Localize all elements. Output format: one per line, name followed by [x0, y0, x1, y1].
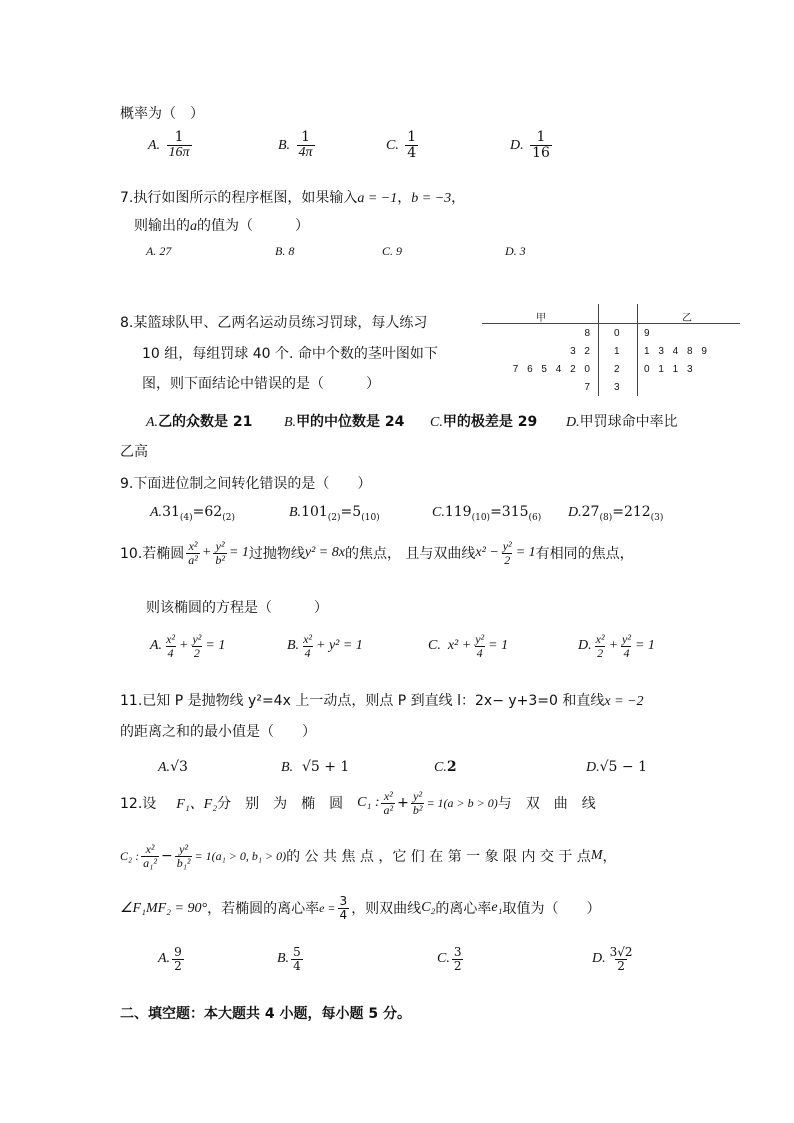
q7-option-a: A. 27 — [146, 244, 172, 258]
q10-option-c: C. x² + $\frac{\text{y²}}{4}$ = 1 — [428, 632, 509, 660]
q10-stem-line2: 则该椭圆的方程是（ ） — [146, 600, 328, 616]
q12-stem-line2: C₂ : $\frac{\text{x²}}{\text{a₁²}}$ − $\frac{\text{y²}}{\text{b₁²}}$ = 1(a₁ > 0, b₁ > 0) 的 公 共 焦 点 ，它 们 在 第 一 象 限 内 交 于 点 M ， — [120, 842, 617, 870]
q7-stem: 7.执行如图所示的程序框图，如果输入a = −1，b = −3， — [120, 190, 466, 206]
section-2-heading: 二、填空题：本大题共 4 小题，每小题 5 分。 — [120, 1006, 411, 1022]
q11-stem: 11.已知 P 是抛物线 y²=4x 上一动点，则点 P 到直线 l：2x− y+3=0 和直线x = −2 — [120, 693, 644, 709]
q10-option-d: D. $\frac{\text{x²}}{2}$ + $\frac{\text{y²}}{4}$ = 1 — [578, 632, 655, 660]
q12-stem-line1: 12.设 F₁、F₂ 分 别 为 椭 圆 C₁ : $\frac{\text{x²}}{\text{a²}}$ + $\frac{\text{y²}}{\text{b²}}$ = 1(a > b > 0) 与 双 曲 线 — [120, 789, 596, 817]
chart-row-2-stem: 2 — [614, 364, 620, 375]
q6-tail: 概率为（ ） — [120, 106, 204, 122]
q6-option-b: B. $\frac{1}{4\pi}$ — [278, 129, 313, 160]
q8-stem-line1: 8.某篮球队甲、乙两名运动员练习罚球，每人练习 — [120, 315, 428, 331]
q12-option-d: D. $\frac{3√2}{2}$ — [592, 945, 633, 973]
q7-option-c: C. 9 — [382, 244, 403, 258]
chart-row-1-stem: 1 — [614, 346, 620, 357]
chart-right-title: 乙 — [682, 313, 692, 324]
q9-option-d: $D.27_{(8)}=212_{(3)}$ — [568, 504, 664, 523]
q9-option-a: $A.31_{(4)}=62_{(2)}$ — [150, 504, 235, 523]
q10-option-a: A. $\frac{\text{x²}}{4}$ + $\frac{\text{y²}}{2}$ = 1 — [150, 632, 226, 660]
chart-left-title: 甲 — [536, 313, 546, 324]
q8-option-d: D.甲罚球命中率比 — [566, 414, 678, 430]
chart-row-3-left: 7 — [584, 382, 590, 393]
q12-option-c: C. $\frac{3}{2}$ — [437, 945, 462, 973]
q8-stem-line2: 10 组，每组罚球 40 个. 命中个数的茎叶图如下 — [142, 346, 438, 362]
q10-ellipse-x-term: $\frac{\text{x²}}{\text{a²}}$ — [188, 539, 198, 567]
q8-option-c: C.甲的极差是 29 — [430, 414, 538, 430]
q11-option-b: B. √5 + 1 — [281, 759, 350, 775]
chart-row-0-right: 9 — [644, 328, 650, 339]
chart-row-0-left: 8 — [584, 328, 590, 339]
q10-ellipse-y-term: $\frac{\text{y²}}{\text{b²}}$ — [215, 539, 225, 567]
chart-row-1-left: 3 2 — [570, 346, 590, 357]
q10-stem: 10.若椭圆 $\frac{\text{x²}}{\text{a²}}$ + $\frac{\text{y²}}{\text{b²}}$ = 1 过抛物线 y² = 8x 的焦点， 且与双曲线 x² − $\frac{\text{y²}}{2}$ = 1 有相同的焦点， — [120, 539, 634, 567]
q11-option-d: D.√5 − 1 — [586, 759, 647, 775]
q12-stem-line3: ∠F₁MF₂ = 90° ，若椭圆的离心率 e = $\frac{3}{4}$ ，则双曲线 C₂ 的离心率 e₁ 取值为（ ） — [120, 894, 601, 922]
chart-row-0-stem: 0 — [614, 328, 620, 339]
q8-option-b: B.甲的中位数是 24 — [284, 414, 405, 430]
stem-leaf-chart — [482, 304, 740, 396]
q10-hyperbola-y-term: $\frac{\text{y²}}{2}$ — [502, 539, 512, 567]
q9-stem: 9.下面进位制之间转化错误的是（ ） — [120, 476, 372, 492]
q9-option-c: $C.119_{(10)}=315_{(6)}$ — [432, 504, 542, 523]
chart-divider-right — [637, 304, 638, 396]
chart-row-2-right: 0 1 1 3 — [644, 364, 693, 375]
q6-option-d: D. $\frac{1}{16}$ — [510, 129, 550, 161]
chart-row-2-left: 7 6 5 4 2 0 — [512, 364, 590, 375]
q11-option-a: A.√3 — [158, 759, 188, 775]
q8-option-a: A.乙的众数是 21 — [146, 414, 253, 430]
q8-option-d-wrap: 乙高 — [120, 444, 148, 460]
q7-stem-line2: 则输出的a的值为（ ） — [134, 218, 309, 234]
chart-divider-left — [598, 304, 599, 396]
q7-option-d: D. 3 — [505, 244, 526, 258]
q6-option-a: A. $\frac{1}{16\pi}$ — [148, 129, 190, 160]
q9-option-b: $B.101_{(2)}=5_{(10)}$ — [289, 504, 380, 523]
q11-stem-line2: 的距离之和的最小值是（ ） — [120, 724, 316, 740]
q6-option-c: C. $\frac{1}{4}$ — [386, 129, 417, 161]
q10-option-b: B. $\frac{\text{x²}}{4}$ + y² = 1 — [287, 632, 363, 660]
q12-option-a: A. $\frac{9}{2}$ — [158, 945, 182, 973]
chart-header-rule — [482, 323, 740, 324]
chart-row-3-stem: 3 — [614, 382, 620, 393]
q7-option-b: B. 8 — [275, 244, 295, 258]
q12-option-b: B. $\frac{5}{4}$ — [277, 945, 301, 973]
chart-row-1-right: 1 3 4 8 9 — [644, 346, 707, 357]
q8-stem-line3: 图，则下面结论中错误的是（ ） — [142, 376, 380, 392]
q11-option-c: C.2 — [434, 759, 457, 775]
